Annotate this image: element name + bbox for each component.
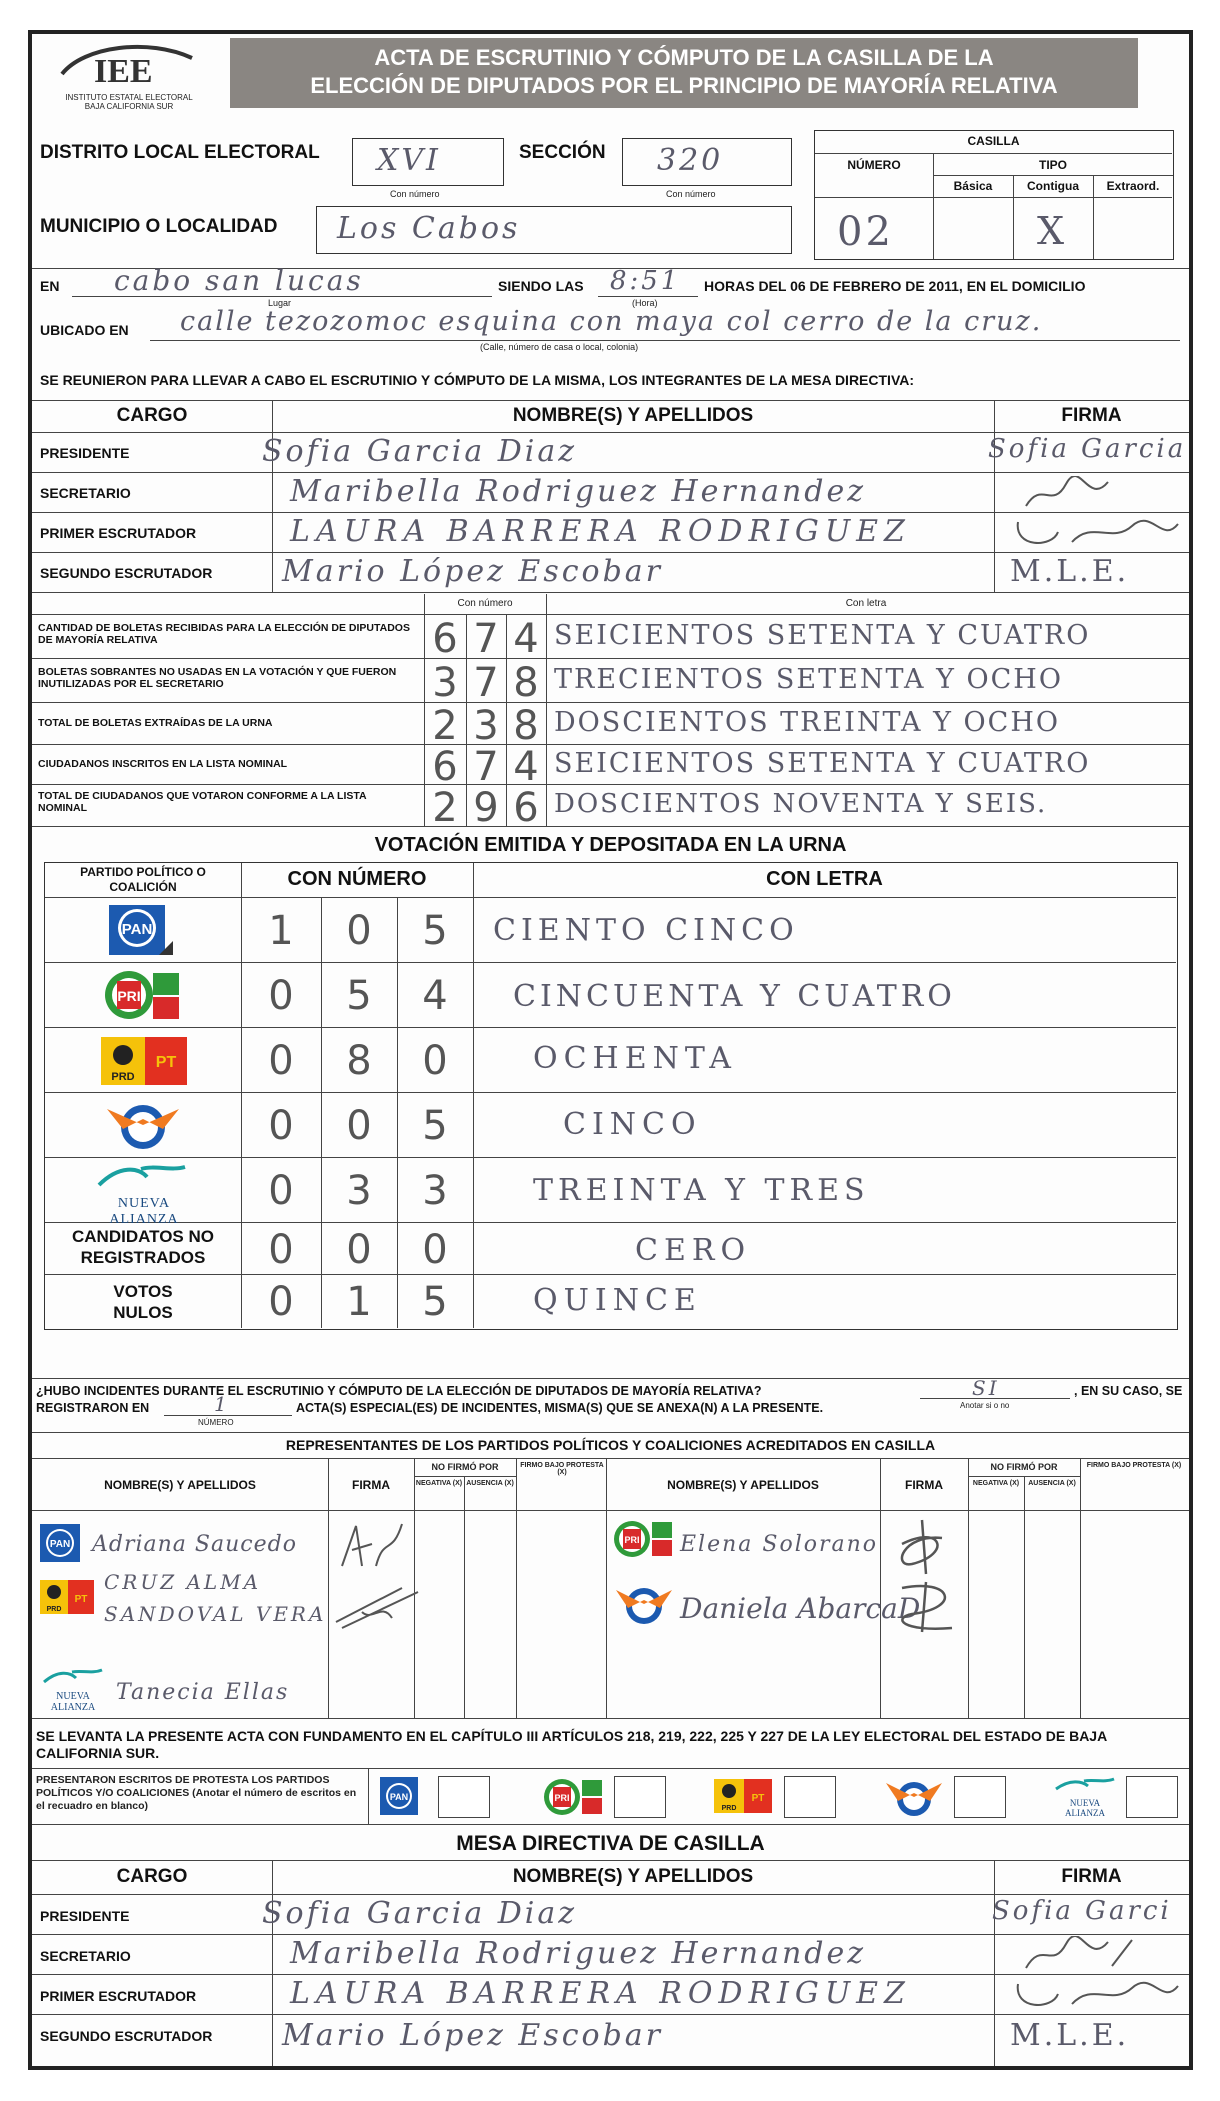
svg-text:IEE: IEE — [94, 53, 153, 90]
orange-party-logo-icon — [884, 1775, 944, 1819]
iee-logo-icon — [54, 40, 204, 90]
hora-hint: (Hora) — [632, 298, 658, 308]
svg-text:PRI: PRI — [624, 1535, 640, 1545]
rep-name[interactable]: Adriana Saucedo — [92, 1532, 297, 1557]
count-digit[interactable]: 6 — [513, 785, 539, 831]
lugar-hint: Lugar — [268, 298, 292, 308]
ubicado-value[interactable]: calle tezozomoc esquina con maya col cerro de la cruz. — [180, 306, 1043, 337]
firmo-bajo-header: FIRMO BAJO PROTESTA (X) — [520, 1462, 604, 1476]
pri-logo-icon — [612, 1518, 674, 1560]
count-label: CIUDADANOS INSCRITOS EN LA LISTA NOMINAL — [38, 758, 288, 770]
svg-text:PAN: PAN — [121, 921, 153, 938]
officer-name[interactable]: Mario López Escobar — [282, 554, 664, 589]
vote-digit[interactable]: 5 — [422, 1279, 448, 1325]
distrito-label: DISTRITO LOCAL ELECTORAL — [40, 142, 320, 163]
seccion-label: SECCIÓN — [519, 142, 606, 163]
en-label: EN — [40, 278, 60, 294]
incidents-answer[interactable]: SI — [972, 1376, 1000, 1400]
count-label: TOTAL DE CIUDADANOS QUE VOTARON CONFORME A LA LISTA NOMINAL — [38, 790, 367, 814]
rep-nombre-header-left: NOMBRE(S) Y APELLIDOS — [104, 1478, 256, 1492]
ubicado-label: UBICADO EN — [40, 322, 129, 338]
officer-name[interactable]: Sofia Garcia Diaz — [262, 434, 578, 469]
votes-table — [44, 862, 1178, 1330]
officer-cargo: SECRETARIO — [40, 485, 131, 501]
rep-name[interactable]: Daniela AbarcaD — [680, 1592, 921, 1625]
count-digit[interactable]: 3 — [432, 660, 458, 706]
count-digit[interactable]: 7 — [473, 616, 499, 662]
officer-name[interactable]: LAURA BARRERA RODRIGUEZ — [290, 1976, 911, 2011]
con-numero-header: Con número — [457, 598, 513, 609]
signature-scribble-icon — [332, 1516, 412, 1576]
protest-pri — [542, 1774, 702, 1820]
municipio-field[interactable]: Los Cabos — [316, 206, 792, 254]
count-letra[interactable]: TRECIENTOS SETENTA Y OCHO — [554, 664, 1063, 695]
vote-letra[interactable]: CERO — [635, 1233, 752, 1268]
vote-digit[interactable]: 1 — [268, 908, 294, 954]
contigua-label: Contigua — [1027, 179, 1079, 193]
protest-count-box[interactable] — [784, 1776, 836, 1818]
officer-signature[interactable]: M.L.E. — [1010, 554, 1130, 589]
seccion-hint: Con número — [666, 189, 716, 199]
vote-letra[interactable]: OCHENTA — [533, 1041, 737, 1076]
rep-firma-header-right: FIRMA — [905, 1478, 943, 1492]
svg-text:PRI: PRI — [554, 1793, 570, 1803]
incidents-line2-a: REGISTRARON EN — [36, 1401, 150, 1415]
rep-name[interactable]: Tanecia Ellas — [116, 1680, 290, 1705]
title-line-1: ACTA DE ESCRUTINIO Y CÓMPUTO DE LA CASILLA DE LA — [374, 45, 994, 70]
officers-bottom-table — [32, 1860, 1189, 2068]
vote-digit[interactable]: 0 — [346, 1103, 372, 1149]
siendo-label: SIENDO LAS — [498, 278, 584, 294]
svg-text:PRD: PRD — [46, 1606, 62, 1613]
rep-name[interactable]: Elena Solorano — [680, 1532, 879, 1557]
signature-scribble-icon — [882, 1514, 966, 1580]
municipio-label: MUNICIPIO O LOCALIDAD — [40, 216, 278, 237]
vote-letra[interactable]: CIENTO CINCO — [493, 913, 799, 948]
protest-prd-pt — [712, 1774, 872, 1820]
count-digit[interactable]: 4 — [513, 616, 539, 662]
count-digit[interactable]: 2 — [432, 785, 458, 831]
officer-cargo: SEGUNDO ESCRUTADOR — [40, 565, 213, 581]
count-digit[interactable]: 4 — [513, 744, 539, 790]
acta-sheet — [28, 30, 1193, 2070]
extraord-label: Extraord. — [1106, 179, 1160, 193]
incidents-answer-hint: Anotar si o no — [960, 1401, 1010, 1410]
legal-text: SE LEVANTA LA PRESENTE ACTA CON FUNDAMENTO EN EL CAPÍTULO III ARTÍCULOS 218, 219, 222, 225 Y 227 DE LA LEY ELECTORAL DEL ESTADO DE BAJA CALIFORNIA SUR. — [36, 1728, 1107, 1761]
officer-name[interactable]: Maribella Rodriguez Hernandez — [290, 1936, 867, 1971]
officer-name[interactable]: Mario López Escobar — [282, 2018, 664, 2053]
protest-count-box[interactable] — [614, 1776, 666, 1818]
prd-pt-logo-icon — [99, 1035, 189, 1087]
count-digit[interactable]: 6 — [432, 616, 458, 662]
no-registrados-label: CANDIDATOS NO REGISTRADOS — [72, 1227, 214, 1267]
protest-count-box[interactable] — [954, 1776, 1006, 1818]
officer-name[interactable]: Maribella Rodriguez Hernandez — [290, 474, 867, 509]
signature-scribble-icon — [332, 1582, 422, 1632]
nueva-alianza-logo-icon: NUEVA ALIANZA — [1050, 1777, 1120, 1818]
svg-text:PRD: PRD — [111, 1071, 135, 1083]
svg-text:PAN: PAN — [389, 1792, 409, 1802]
vote-digit[interactable]: 0 — [268, 973, 294, 1019]
prd-pt-logo-icon — [38, 1578, 98, 1618]
vote-digit[interactable]: 3 — [346, 1168, 372, 1214]
vote-digit[interactable]: 1 — [346, 1279, 372, 1325]
officer-cargo: PRIMER ESCRUTADOR — [40, 525, 197, 541]
vote-digit[interactable]: 5 — [346, 973, 372, 1019]
officer-cargo: SECRETARIO — [40, 1948, 131, 1964]
hora-value[interactable]: 8:51 — [610, 266, 681, 296]
incidents-question: ¿HUBO INCIDENTES DURANTE EL ESCRUTINIO Y CÓMPUTO DE LA ELECCIÓN DE DIPUTADOS DE MAYORÍA RELATIVA? — [36, 1384, 762, 1398]
officer-signature[interactable]: Sofia Garci — [992, 1896, 1172, 1926]
orange-party-logo-icon — [103, 1099, 183, 1153]
vote-digit[interactable]: 5 — [422, 908, 448, 954]
firma-header: FIRMA — [1061, 1866, 1122, 1887]
contigua-mark[interactable]: X — [1037, 209, 1068, 253]
vote-digit[interactable]: 8 — [346, 1038, 372, 1084]
count-digit[interactable]: 7 — [473, 660, 499, 706]
count-label: BOLETAS SOBRANTES NO USADAS EN LA VOTACIÓN Y QUE FUERON INUTILIZADAS POR EL SECRETARIO — [38, 666, 397, 690]
vote-digit[interactable]: 0 — [346, 1227, 372, 1273]
firmo-bajo-header: FIRMO BAJO PROTESTA (X) — [1086, 1462, 1182, 1469]
rep-nombre-header-right: NOMBRE(S) Y APELLIDOS — [667, 1478, 819, 1492]
incidents-numero-hint: NÚMERO — [198, 1418, 234, 1427]
vote-digit[interactable]: 0 — [346, 908, 372, 954]
date-text: HORAS DEL 06 DE FEBRERO DE 2011, EN EL DOMICILIO — [704, 278, 1086, 294]
firma-header: FIRMA — [1061, 405, 1122, 426]
protest-pan — [378, 1774, 528, 1820]
ausencia-header: AUSENCIA (X) — [466, 1480, 514, 1487]
casilla-label: CASILLA — [967, 134, 1020, 148]
con-letra-header: CON LETRA — [766, 868, 883, 890]
ausencia-header: AUSENCIA (X) — [1028, 1480, 1076, 1487]
vote-digit[interactable]: 0 — [268, 1279, 294, 1325]
vote-digit[interactable]: 0 — [268, 1227, 294, 1273]
partido-header: PARTIDO POLÍTICO O COALICIÓN — [80, 865, 206, 894]
count-digit[interactable]: 3 — [473, 703, 499, 749]
count-letra[interactable]: SEICIENTOS SETENTA Y CUATRO — [554, 748, 1091, 779]
title-banner — [230, 38, 1138, 108]
count-digit[interactable]: 9 — [473, 785, 499, 831]
protest-text: PRESENTARON ESCRITOS DE PROTESTA LOS PARTIDOS POLÍTICOS Y/O COALICIONES (Anotar el número de escritos en el recuadro en blanco) — [36, 1774, 357, 1812]
svg-text:PRD: PRD — [721, 1805, 737, 1812]
signature-scribble-icon — [882, 1578, 968, 1634]
count-label: TOTAL DE BOLETAS EXTRAÍDAS DE LA URNA — [38, 717, 273, 729]
protest-count-box[interactable] — [438, 1776, 490, 1818]
votes-title: VOTACIÓN EMITIDA Y DEPOSITADA EN LA URNA — [374, 834, 847, 856]
protest-alianza — [1050, 1774, 1190, 1820]
svg-text:PT: PT — [751, 1793, 765, 1804]
no-firmo-header-right: NO FIRMÓ POR — [990, 1462, 1058, 1472]
officer-name[interactable]: Sofia Garcia Diaz — [262, 1896, 578, 1931]
incidents-count[interactable]: 1 — [214, 1392, 230, 1416]
officer-cargo: PRIMER ESCRUTADOR — [40, 1988, 197, 2004]
count-letra[interactable]: DOSCIENTOS NOVENTA Y SEIS. — [554, 789, 1048, 819]
con-letra-header: Con letra — [845, 598, 887, 609]
negativa-header: NEGATIVA (X) — [415, 1480, 463, 1487]
pri-logo-icon — [542, 1776, 604, 1818]
count-digit[interactable]: 8 — [513, 660, 539, 706]
protest-count-box[interactable] — [1126, 1776, 1178, 1818]
vote-digit[interactable]: 3 — [422, 1168, 448, 1214]
con-numero-header: CON NÚMERO — [287, 868, 427, 890]
svg-text:PAN: PAN — [49, 1539, 71, 1550]
svg-text:PT: PT — [74, 1594, 88, 1605]
vote-digit[interactable]: 0 — [422, 1038, 448, 1084]
signature-scribble-icon — [1022, 1936, 1142, 1974]
vote-letra[interactable]: QUINCE — [533, 1283, 702, 1318]
casilla-box — [814, 130, 1174, 260]
count-label: CANTIDAD DE BOLETAS RECIBIDAS PARA LA ELECCIÓN DE DIPUTADOS DE MAYORÍA RELATIVA — [38, 622, 410, 646]
count-digit[interactable]: 7 — [473, 744, 499, 790]
distrito-field[interactable]: XVI — [352, 138, 504, 186]
votos-nulos-label: VOTOS NULOS — [113, 1282, 173, 1322]
incidents-suffix: , EN SU CASO, SE — [1074, 1384, 1183, 1398]
rep-name[interactable]: CRUZ ALMA SANDOVAL VERA — [104, 1570, 327, 1626]
vote-digit[interactable]: 0 — [268, 1103, 294, 1149]
distrito-hint: Con número — [390, 189, 440, 199]
protest-orange — [884, 1774, 1034, 1820]
vote-letra[interactable]: TREINTA Y TRES — [533, 1173, 870, 1208]
reunieron-text: SE REUNIERON PARA LLEVAR A CABO EL ESCRUTINIO Y CÓMPUTO DE LA MISMA, LOS INTEGRANTES DE LA MESA DIRECTIVA: — [40, 372, 915, 388]
representatives-table — [32, 1432, 1189, 1722]
pri-logo-icon — [103, 967, 183, 1023]
signature-scribble-icon — [1012, 1976, 1182, 2014]
negativa-header: NEGATIVA (X) — [972, 1480, 1020, 1487]
tipo-label: TIPO — [1038, 158, 1067, 172]
count-digit[interactable]: 2 — [432, 703, 458, 749]
svg-text:PRI: PRI — [117, 988, 141, 1004]
casilla-numero[interactable]: 02 — [837, 209, 894, 255]
representatives-title: REPRESENTANTES DE LOS PARTIDOS POLÍTICOS Y COALICIONES ACREDITADOS EN CASILLA — [285, 1437, 936, 1453]
basica-label: Básica — [953, 179, 993, 193]
incidents-line2-b: ACTA(S) ESPECIAL(ES) DE INCIDENTES, MISMA(S) QUE SE ANEXA(N) A LA PRESENTE. — [296, 1401, 824, 1415]
svg-text:PT: PT — [155, 1054, 177, 1071]
no-firmo-header-left: NO FIRMÓ POR — [431, 1462, 499, 1472]
cargo-header: CARGO — [116, 1866, 188, 1887]
ubicado-hint: (Calle, número de casa o local, colonia) — [480, 342, 639, 352]
vote-letra[interactable]: CINCUENTA Y CUATRO — [513, 979, 956, 1014]
nombre-header: NOMBRE(S) Y APELLIDOS — [512, 405, 754, 426]
count-digit[interactable]: 6 — [432, 744, 458, 790]
officer-name[interactable]: LAURA BARRERA RODRIGUEZ — [290, 514, 911, 549]
iee-logo — [54, 40, 204, 111]
org-state: BAJA CALIFORNIA SUR — [84, 102, 174, 111]
prd-pt-logo-icon — [712, 1777, 774, 1817]
nueva-alianza-logo-icon: NUEVA ALIANZA — [89, 1163, 199, 1217]
officer-cargo: PRESIDENTE — [40, 445, 130, 461]
officer-cargo: PRESIDENTE — [40, 1908, 130, 1924]
signature-scribble-icon — [1012, 514, 1182, 552]
count-letra[interactable]: DOSCIENTOS TREINTA Y OCHO — [554, 707, 1060, 738]
nueva-alianza-logo-icon: NUEVA ALIANZA — [38, 1668, 108, 1713]
rep-firma-header-left: FIRMA — [352, 1478, 390, 1492]
vote-digit[interactable]: 0 — [268, 1038, 294, 1084]
signature-scribble-icon — [1022, 476, 1112, 512]
title-line-2: ELECCIÓN DE DIPUTADOS POR EL PRINCIPIO DE MAYORÍA RELATIVA — [310, 73, 1058, 98]
mesa-directiva-title: MESA DIRECTIVA DE CASILLA — [456, 1832, 765, 1855]
count-letra[interactable]: SEICIENTOS SETENTA Y CUATRO — [554, 620, 1091, 651]
org-name: INSTITUTO ESTATAL ELECTORAL — [65, 93, 193, 102]
vote-letra[interactable]: CINCO — [563, 1107, 702, 1142]
pan-logo-icon — [107, 903, 177, 957]
orange-party-logo-icon — [614, 1580, 674, 1630]
pan-logo-icon — [38, 1522, 90, 1566]
counts-table — [32, 594, 1189, 864]
officer-signature[interactable]: Sofia Garcia — [988, 434, 1187, 464]
count-digit[interactable]: 8 — [513, 703, 539, 749]
seccion-field[interactable]: 320 — [622, 138, 792, 186]
vote-digit[interactable]: 5 — [422, 1103, 448, 1149]
vote-digit[interactable]: 0 — [422, 1227, 448, 1273]
vote-digit[interactable]: 4 — [422, 973, 448, 1019]
officer-signature[interactable]: M.L.E. — [1010, 2018, 1130, 2053]
lugar-value[interactable]: cabo san lucas — [114, 264, 364, 297]
vote-digit[interactable]: 0 — [268, 1168, 294, 1214]
nombre-header: NOMBRE(S) Y APELLIDOS — [512, 1866, 754, 1887]
pan-logo-icon — [378, 1775, 428, 1819]
cargo-header: CARGO — [116, 405, 188, 426]
numero-label: NÚMERO — [847, 158, 901, 172]
officer-cargo: SEGUNDO ESCRUTADOR — [40, 2028, 213, 2044]
